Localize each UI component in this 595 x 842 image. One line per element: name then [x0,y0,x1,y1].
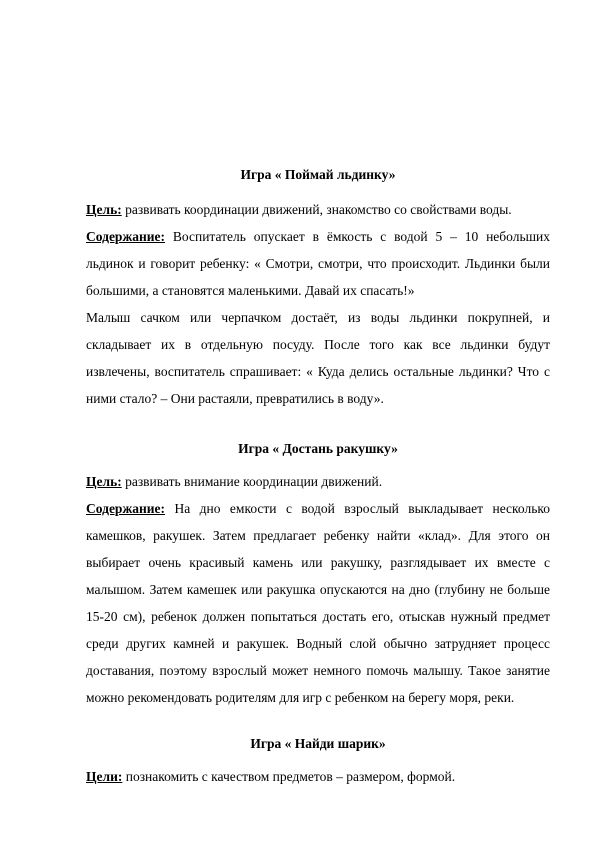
game-1-extra: Малыш сачком или черпачком достаёт, из воды льдинки покрупней, и складывает их в отдельную посуду. После того как все льдинки будут извлечены, воспитатель спрашивает: « Куда делись остальные льдинки? Что с ними стало? – Они растаяли, превратились в воду». [86,310,550,406]
game-2-goal-label: Цель: [86,474,122,489]
game-1-goal-text: развивать координации движений, знакомство со свойствами воды. [121,202,512,217]
spacer [86,458,550,468]
game-section-1 [86,166,550,412]
game-2-title: Игра « Достань ракушку» [238,441,398,456]
game-2-content-text: На дно емкости с водой взрослый выкладывает несколько камешков, ракушек. Затем предлагает ребенку найти «клад». Для этого он выбирает очень красивый камень или ракушку, разглядывает их вместе с малышом. Затем камешек или ракушка опускаются на дно (глубину не больше 15-20 см), ребенок должен попытаться достать его, отыскав нужный предмет среди других камней и ракушек. Водный слой обычно затрудняет процесс доставания, поэтому взрослый может немного помочь малышу. Такое занятие можно рекомендовать родителям для игр с ребенком на берегу моря, реки. [86,501,550,705]
game-2-content [86,495,550,711]
game-3-goal [86,763,550,790]
game-2-goal [86,468,550,495]
game-1-content-label: Содержание: [86,229,166,244]
game-3-goal-label: Цели: [86,769,123,784]
game-1-goal [86,196,550,223]
document-page [86,166,550,790]
game-2-content-label: Содержание: [86,501,166,516]
spacer [86,753,550,763]
game-3-title: Игра « Найди шарик» [250,736,386,751]
game-section-3 [86,735,550,790]
game-1-content [86,223,550,304]
spacer [86,412,550,440]
spacer [86,711,550,735]
game-1-title: Игра « Поймай льдинку» [240,167,396,182]
game-1-content-text: Воспитатель опускает в ёмкость с водой 5 – 10 небольших льдинок и говорит ребенку: « Смотри, смотри, что происходит. Льдинки были большими, а становятся маленькими. Давай их спасать!» [86,229,550,298]
game-section-2 [86,440,550,711]
game-1-goal-label: Цель: [86,202,122,217]
game-2-goal-text: развивать внимание координации движений. [121,474,383,489]
game-3-goal-text: познакомить с качеством предметов – размером, формой. [122,769,456,784]
